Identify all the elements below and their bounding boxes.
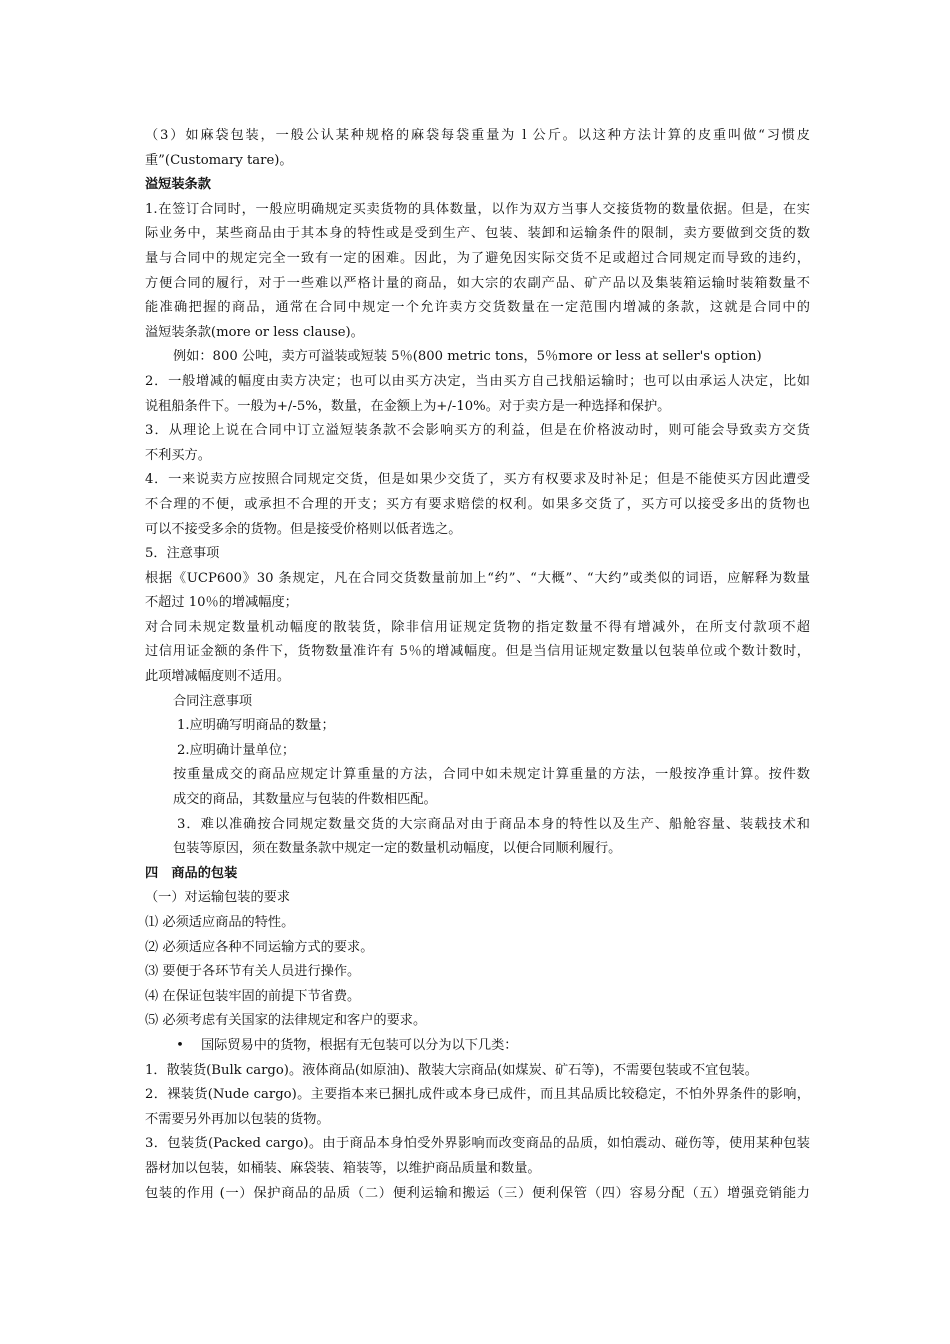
list-item: ⑶ 要便于各环节有关人员进行操作。	[145, 964, 361, 980]
text-line: 包装的作用 (一）保护商品的品质（二）便利运输和搬运（三）便利保管（四）容易分配（五）增强竞销能力	[145, 1185, 810, 1201]
text-line: 3．难以准确按合同规定数量交货的大宗商品对由于商品本身的特性以及生产、船舱容量、装载技术和	[177, 816, 810, 832]
text-line: 根据《UCP600》30 条规定，凡在合同交货数量前加上“约”、“大概”、“大约”或类似的词语，应解释为数量	[145, 570, 810, 586]
text-line: 能准确把握的商品，通常在合同中规定一个允许卖方交货数量在一定范围内增减的条款，这就是合同中的	[145, 300, 810, 316]
text-line: 包装等原因，须在数量条款中规定一定的数量机动幅度，以便合同顺利履行。	[173, 841, 622, 857]
text-line: 器材加以包装，如桶装、麻袋装、箱装等，以维护商品质量和数量。	[145, 1160, 541, 1176]
text-line: 不合理的不便，或承担不合理的开支；买方有要求赔偿的权利。如果多交货了，买方可以接受多出的货物也	[145, 496, 810, 512]
text-line: 合同注意事项	[173, 693, 253, 709]
text-line: 例如：800 公吨，卖方可溢装或短装 5％(800 metric tons，5％more or less at seller's option)	[173, 349, 762, 365]
bullet-icon: •	[176, 1037, 184, 1053]
text-line: 5．注意事项	[145, 546, 220, 562]
bullet-text: 国际贸易中的货物，根据有无包装可以分为以下几类：	[201, 1037, 518, 1053]
text-line: （3）如麻袋包装，一般公认某种规格的麻袋每袋重量为 l 公斤。以这种方法计算的皮重叫做“习惯皮	[145, 128, 810, 143]
text-line: 4．一来说卖方应按照合同规定交货，但是如果少交货了，买方有权要求及时补足；但是不能使买方因此遭受	[145, 472, 810, 488]
text-line: 量与合同中的规定完全一致有一定的困难。因此，为了避免因实际交货不足或超过合同规定而导致的违约，	[145, 250, 810, 266]
document-page	[145, 124, 810, 1206]
text-line: 按重量成交的商品应规定计算重量的方法，合同中如未规定计算重量的方法，一般按净重计算。按件数	[173, 767, 810, 783]
text-line: 过信用证金额的条件下，货物数量准许有 5％的增减幅度。但是当信用证规定数量以包装单位或个数计数时，	[145, 644, 810, 660]
list-item: ⑷ 在保证包装牢固的前提下节省费。	[145, 988, 361, 1004]
text-line: （一）对运输包装的要求	[145, 890, 291, 906]
text-line: 1.应明确写明商品的数量；	[177, 718, 335, 734]
text-line: 2.应明确计量单位；	[177, 742, 296, 758]
list-item: ⑸ 必须考虑有关国家的法律规定和客户的要求。	[145, 1013, 427, 1029]
list-item: ⑵ 必须适应各种不同运输方式的要求。	[145, 939, 374, 955]
section-heading: 四 商品的包装	[145, 865, 238, 881]
text-line: 不需要另外再加以包装的货物。	[145, 1111, 330, 1127]
text-line: 重”(Customary tare)。	[145, 152, 293, 168]
text-line: 不超过 10％的增减幅度；	[145, 595, 298, 611]
text-line: 2．裸装货(Nude cargo)。主要指本来已捆扎成件或本身已成件，而且其品质比较稳定，不怕外界条件的影响，	[145, 1087, 810, 1103]
text-line: 方便合同的履行，对于一些难以严格计量的商品，如大宗的农副产品、矿产品以及集装箱运输时装箱数量不	[145, 275, 810, 291]
text-line: 2．一般增减的幅度由卖方决定；也可以由买方决定，当由买方自己找船运输时；也可以由承运人决定，比如	[145, 373, 810, 389]
text-line: 说租船条件下。一般为+/-5%，数量，在金额上为+/-10%。对于卖方是一种选择和保护。	[145, 398, 671, 414]
text-line: 可以不接受多余的货物。但是接受价格则以低者选之。	[145, 521, 462, 537]
text-line: 不利买方。	[145, 447, 211, 463]
text-line: 此项增减幅度则不适用。	[145, 669, 291, 685]
list-item: ⑴ 必须适应商品的特性。	[145, 915, 295, 930]
text-line: 3．包装货(Packed cargo)。由于商品本身怕受外界影响而改变商品的品质，如怕震动、碰伤等，使用某种包装	[145, 1136, 810, 1152]
text-line: 1．散装货(Bulk cargo)。液体商品(如原油)、散装大宗商品(如煤炭、矿石等)，不需要包装或不宜包装。	[145, 1062, 758, 1078]
section-heading: 溢短装条款	[145, 177, 211, 193]
text-line: 1.在签订合同时，一般应明确规定买卖货物的具体数量，以作为双方当事人交接货物的数量依据。但是，在实	[145, 201, 810, 217]
text-line: 3．从理论上说在合同中订立溢短装条款不会影响买方的利益，但是在价格波动时，则可能会导致卖方交货	[145, 423, 810, 439]
text-line: 际业务中，某些商品由于其本身的特性或是受到生产、包装、装卸和运输条件的限制，卖方要做到交货的数	[145, 226, 810, 242]
text-line: 对合同未规定数量机动幅度的散装货，除非信用证规定货物的指定数量不得有增减外，在所支付款项不超	[145, 619, 810, 635]
text-line: 溢短装条款(more or less clause)。	[145, 324, 364, 340]
text-line: 成交的商品，其数量应与包装的件数相匹配。	[173, 792, 437, 808]
bullet-item	[145, 1034, 810, 1059]
